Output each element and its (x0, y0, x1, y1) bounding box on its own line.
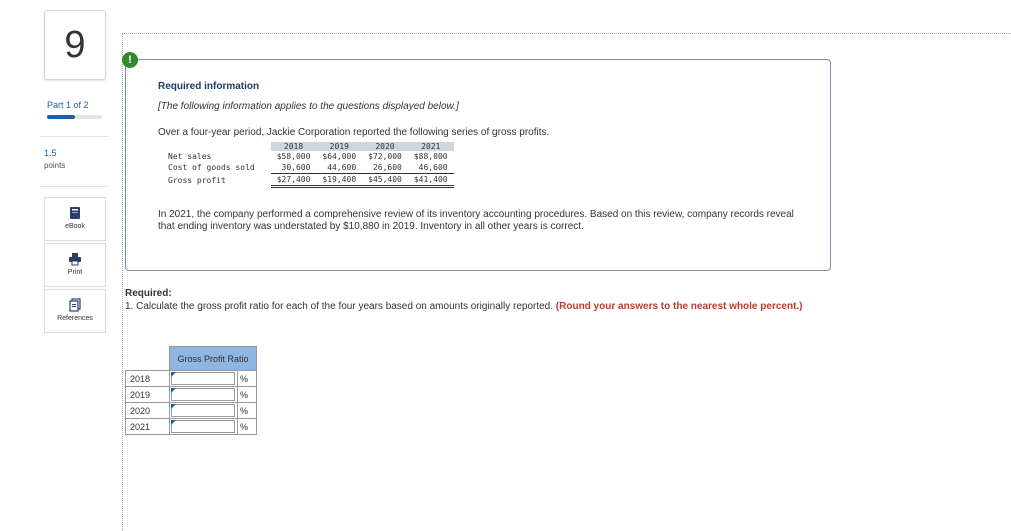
column-header: Gross Profit Ratio (170, 347, 257, 371)
row-label: Cost of goods sold (168, 163, 255, 173)
cell: $72,000 (368, 152, 402, 161)
cell: $64,000 (322, 152, 357, 161)
table-row (126, 419, 257, 435)
gross-profit-ratio-2019-input[interactable] (171, 388, 235, 401)
year-label: 2020 (126, 403, 170, 419)
ebook-label: eBook (65, 223, 85, 230)
content-border-top (122, 33, 1011, 34)
cell: $45,400 (362, 174, 408, 187)
cell: $27,400 (271, 174, 317, 187)
input-marker-icon (171, 372, 176, 377)
year-label: 2021 (126, 419, 170, 435)
divider (40, 136, 108, 137)
percent-unit: % (238, 403, 257, 419)
table-row (126, 387, 257, 403)
info-intro: Over a four-year period, Jackie Corporation reported the following series of gross profits. (158, 127, 550, 138)
required-instructions (125, 301, 845, 313)
required-heading: Required: (125, 288, 172, 299)
content-border-left (122, 33, 123, 531)
table-row (158, 174, 454, 187)
row-label: Net sales (168, 152, 212, 161)
gross-profit-ratio-2018-input[interactable] (171, 372, 235, 385)
print-label: Print (67, 269, 83, 276)
answer-table (125, 346, 257, 435)
percent-unit: % (238, 419, 257, 435)
points-label: points (44, 161, 66, 170)
year-header: 2019 (316, 142, 362, 151)
info-paragraph: In 2021, the company performed a comprehensive review of its inventory accounting procedures. Based on this review, company records reveal that ending inventory was understated by $10,880 in 2019. Inventory in all other years is correct. (158, 209, 794, 232)
references-label: References (57, 315, 93, 322)
question-number: 9 (44, 10, 106, 80)
cell: 44,600 (316, 162, 362, 174)
cell: $41,400 (408, 174, 454, 187)
gross-profit-ratio-2021-input[interactable] (171, 420, 235, 433)
table-row (126, 371, 257, 387)
divider (40, 186, 108, 187)
cell: $58,000 (276, 152, 311, 161)
gross-profit-table (158, 142, 454, 188)
points-value: 1.5 (44, 148, 57, 158)
part-progress-fill (47, 115, 75, 119)
year-header: 2020 (362, 142, 408, 151)
row-label: Gross profit (168, 175, 226, 185)
print-icon (68, 252, 82, 266)
required-information-box (125, 59, 831, 271)
year-header: 2018 (271, 142, 317, 151)
cell: 30,600 (271, 162, 317, 174)
table-row (126, 403, 257, 419)
gross-profit-ratio-2020-input[interactable] (171, 404, 235, 417)
ebook-icon (68, 206, 82, 220)
cell: $88,000 (413, 152, 448, 161)
ebook-button[interactable] (44, 197, 106, 241)
cell: 46,600 (408, 162, 454, 174)
table-row (158, 151, 454, 162)
percent-unit: % (238, 371, 257, 387)
cell: 26,600 (362, 162, 408, 174)
year-label: 2019 (126, 387, 170, 403)
input-marker-icon (171, 404, 176, 409)
part-indicator: Part 1 of 2 (47, 100, 89, 110)
year-header: 2021 (408, 142, 454, 151)
required-text: 1. Calculate the gross profit ratio for each of the four years based on amounts originally reported. (125, 301, 554, 312)
print-button[interactable] (44, 243, 106, 287)
part-progress-bar (47, 115, 102, 119)
references-button[interactable] (44, 289, 106, 333)
rounding-note: (Round your answers to the nearest whole percent.) (555, 301, 803, 312)
references-icon (68, 298, 82, 312)
year-label: 2018 (126, 371, 170, 387)
cell: $19,400 (316, 174, 362, 187)
percent-unit: % (238, 387, 257, 403)
input-marker-icon (171, 420, 176, 425)
info-title: Required information (158, 81, 260, 92)
table-row (158, 162, 454, 174)
input-marker-icon (171, 388, 176, 393)
info-note: [The following information applies to the questions displayed below.] (158, 101, 459, 112)
question-sidebar (0, 0, 122, 531)
alert-icon: ! (122, 52, 138, 68)
